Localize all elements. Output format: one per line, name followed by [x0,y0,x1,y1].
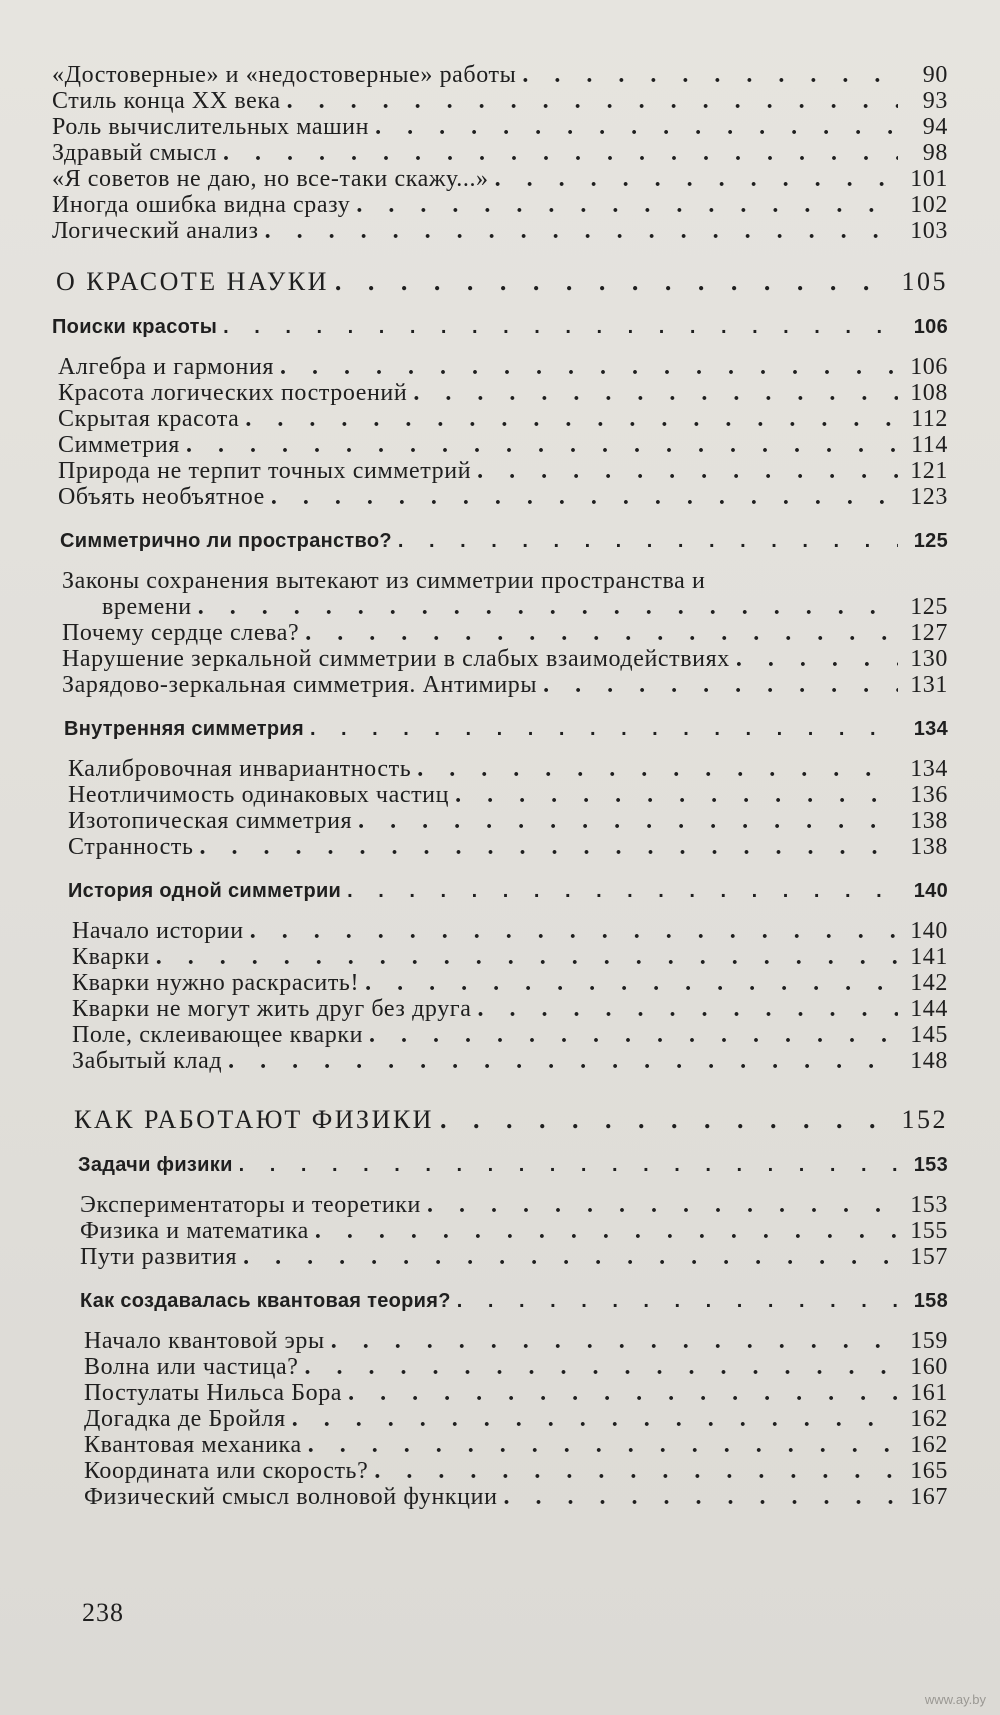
toc-entry-page: 93 [922,88,948,114]
leader-dots [504,1484,898,1510]
toc-entry-label-line1: Законы сохранения вытекают из симметрии пространства и [62,568,706,594]
toc-entry [58,380,948,406]
section-heading-label: Как создавалась квантовая теория? [80,1290,451,1312]
toc-entry [84,1380,948,1406]
toc-entry-label: Почему сердце слева? [62,620,300,646]
toc-entry-page: 114 [911,432,948,458]
toc-entry-label: Природа не терпит точных симметрий [58,458,472,484]
leader-dots [156,944,898,970]
leader-dots [186,432,898,458]
toc-entry-label: «Достоверные» и «недостоверные» работы [52,62,517,88]
leader-dots [305,620,898,646]
toc-entry-continuation [62,594,948,620]
leader-dots [245,406,898,432]
toc-entry-label: Здравый смысл [52,140,217,166]
section-heading [64,716,948,742]
toc-entry-label: Кварки нужно раскрасить! [72,970,360,996]
toc-entry-label: Зарядово-зеркальная симметрия. Антимиры [62,672,538,698]
leader-dots [374,1458,898,1484]
toc-entry-label: Нарушение зеркальной симметрии в слабых взаимодействиях [62,646,730,672]
toc-entry [62,620,948,646]
toc-entry-page: 101 [910,166,948,192]
leader-dots [223,314,898,340]
toc-entry-page: 127 [910,620,948,646]
toc-entry-label: Экспериментаторы и теоретики [80,1192,421,1218]
toc-entry-label: Координата или скорость? [84,1458,369,1484]
toc-entry [72,1048,948,1074]
toc-entry [52,88,948,114]
toc-entry [58,406,948,432]
leader-dots [369,1022,898,1048]
toc-entry-page: 157 [910,1244,948,1270]
leader-dots [736,646,898,672]
toc-entry [84,1432,948,1458]
leader-dots [413,380,898,406]
toc-entry-label: Начало квантовой эры [84,1328,325,1354]
toc-entry-page: 162 [910,1406,948,1432]
toc-entry-label: Физика и математика [80,1218,309,1244]
leader-dots [477,458,898,484]
toc-entry-label: Симметрия [58,432,180,458]
leader-dots [457,1288,898,1314]
toc-entry [72,996,948,1022]
toc-entry [84,1328,948,1354]
toc-entry-page: 165 [910,1458,948,1484]
toc-entry [72,944,948,970]
toc-entry-page: 98 [922,140,948,166]
toc-entry-label: Алгебра и гармония [58,354,275,380]
leader-dots [417,756,898,782]
leader-dots [265,218,898,244]
toc-entry [62,672,948,698]
toc-entry-page: 102 [910,192,948,218]
toc-entry-page: 148 [910,1048,948,1074]
section-heading-label: Симметрично ли пространство? [60,530,392,552]
toc-entry [58,458,948,484]
leader-dots [223,140,898,166]
toc-entry [72,918,948,944]
toc-entry-label: Физический смысл волновой функции [84,1484,498,1510]
toc-entry-page: 134 [910,756,948,782]
toc-entry-label: Кварки не могут жить друг без друга [72,996,472,1022]
toc-entry-page: 103 [910,218,948,244]
section-heading [68,878,948,904]
toc-entry-label: Постулаты Нильса Бора [84,1380,343,1406]
toc-entry-page: 108 [910,380,948,406]
toc-entry-page: 141 [910,944,948,970]
toc-entry [52,166,948,192]
toc-entry-page: 121 [910,458,948,484]
toc-entry [68,782,948,808]
toc-entry [52,192,948,218]
leader-dots [495,166,898,192]
leader-dots [304,1354,898,1380]
toc-entry-label: Волна или частица? [84,1354,299,1380]
toc-entry-label: Объять необъятное [58,484,265,510]
toc-entry [68,808,948,834]
toc-entry-page: 138 [910,808,948,834]
toc-entry-page: 136 [910,782,948,808]
toc-entry-page: 144 [910,996,948,1022]
toc-entry [72,970,948,996]
toc-entry [58,484,948,510]
toc-entry-label: Стиль конца XX века [52,88,281,114]
toc-entry-label: Роль вычислительных машин [52,114,370,140]
leader-dots [250,918,898,944]
toc-entry [80,1192,948,1218]
toc-entry [84,1354,948,1380]
section-heading-page: 158 [913,1290,948,1312]
toc-entry [58,432,948,458]
toc-entry-label: Поле, склеивающее кварки [72,1022,364,1048]
section-heading [52,314,948,340]
leader-dots [348,1380,898,1406]
toc-entry-page: 138 [910,834,948,860]
toc-entry-label: Калибровочная инвариантность [68,756,412,782]
part-heading [56,266,948,298]
toc-entry-page: 162 [910,1432,948,1458]
toc-entry-label: Иногда ошибка видна сразу [52,192,351,218]
leader-dots [200,834,899,860]
toc-entry-page: 142 [910,970,948,996]
part-heading-page: 152 [901,1105,948,1134]
toc-entry-label: Квантовая механика [84,1432,302,1458]
leader-dots [455,782,898,808]
leader-dots [310,716,898,742]
leader-dots [440,1104,896,1136]
toc-entry-page: 94 [922,114,948,140]
leader-dots [543,672,898,698]
leader-dots [335,266,896,298]
toc-entry-label: Логический анализ [52,218,259,244]
toc-entry [52,218,948,244]
toc-entry-page: 167 [910,1484,948,1510]
section-heading-page: 125 [913,530,948,552]
part-heading-page: 105 [901,267,948,296]
leader-dots [358,808,898,834]
page-number: 238 [82,1598,124,1627]
toc-entry-page: 123 [910,484,948,510]
part-heading [74,1104,948,1136]
section-heading-label: Внутренняя симметрия [64,718,304,740]
toc-entry-page: 155 [910,1218,948,1244]
watermark: www.ay.by [924,1692,986,1707]
leader-dots [427,1192,898,1218]
section-heading-label: Задачи физики [78,1154,233,1176]
leader-dots [365,970,898,996]
leader-dots [522,62,898,88]
leader-dots [478,996,898,1022]
toc-entry-page: 159 [910,1328,948,1354]
section-heading [60,528,948,554]
leader-dots [228,1048,898,1074]
toc-entry [52,140,948,166]
leader-dots [347,878,898,904]
toc-entry [52,62,948,88]
leader-dots [287,88,898,114]
toc-entry-label-line2: времени [102,594,192,620]
leader-dots [356,192,898,218]
section-heading-page: 140 [913,880,948,902]
toc-entry-page: 130 [910,646,948,672]
toc-entry-label: Догадка де Бройля [84,1406,286,1432]
toc-entry-label: Изотопическая симметрия [68,808,353,834]
toc-entry [58,354,948,380]
toc-entry-multiline [62,568,948,620]
table-of-contents [48,62,948,1510]
part-heading-label: О КРАСОТЕ НАУКИ [56,267,329,296]
toc-entry [52,114,948,140]
section-heading-label: История одной симметрии [68,880,342,902]
section-heading-page: 134 [913,718,948,740]
leader-dots [198,594,898,620]
toc-entry-page: 140 [910,918,948,944]
section-heading [80,1288,948,1314]
toc-entry [62,646,948,672]
toc-entry-label: «Я советов не даю, но все-таки скажу...» [52,166,489,192]
leader-dots [375,114,898,140]
toc-entry-page: 160 [910,1354,948,1380]
toc-entry [84,1406,948,1432]
toc-entry-page: 153 [910,1192,948,1218]
section-heading-page: 153 [913,1154,948,1176]
toc-entry-label: Неотличимость одинаковых частиц [68,782,450,808]
toc-entry [72,1022,948,1048]
leader-dots [271,484,898,510]
toc-entry-label: Скрытая красота [58,406,240,432]
leader-dots [398,528,898,554]
toc-entry [68,756,948,782]
leader-dots [308,1432,898,1458]
toc-entry-page: 90 [922,62,948,88]
toc-entry [80,1244,948,1270]
leader-dots [315,1218,898,1244]
section-heading-page: 106 [913,316,948,338]
section-heading-label: Поиски красоты [52,316,218,338]
leader-dots [239,1152,898,1178]
toc-entry-label: Пути развития [80,1244,238,1270]
toc-entry [68,834,948,860]
part-heading-label: КАК РАБОТАЮТ ФИЗИКИ [74,1105,434,1134]
toc-entry [84,1458,948,1484]
toc-entry-label: Забытый клад [72,1048,223,1074]
toc-entry [80,1218,948,1244]
toc-entry-label: Кварки [72,944,150,970]
leader-dots [243,1244,898,1270]
toc-entry [84,1484,948,1510]
leader-dots [292,1406,898,1432]
toc-entry-page: 145 [910,1022,948,1048]
toc-entry-label: Красота логических построений [58,380,408,406]
toc-entry-label: Начало истории [72,918,244,944]
leader-dots [331,1328,898,1354]
toc-entry-page: 125 [910,594,948,620]
toc-entry-page: 106 [910,354,948,380]
section-heading [78,1152,948,1178]
toc-entry-label: Странность [68,834,194,860]
toc-entry-page: 112 [911,406,948,432]
toc-entry-page: 161 [910,1380,948,1406]
toc-entry-page: 131 [910,672,948,698]
leader-dots [280,354,898,380]
